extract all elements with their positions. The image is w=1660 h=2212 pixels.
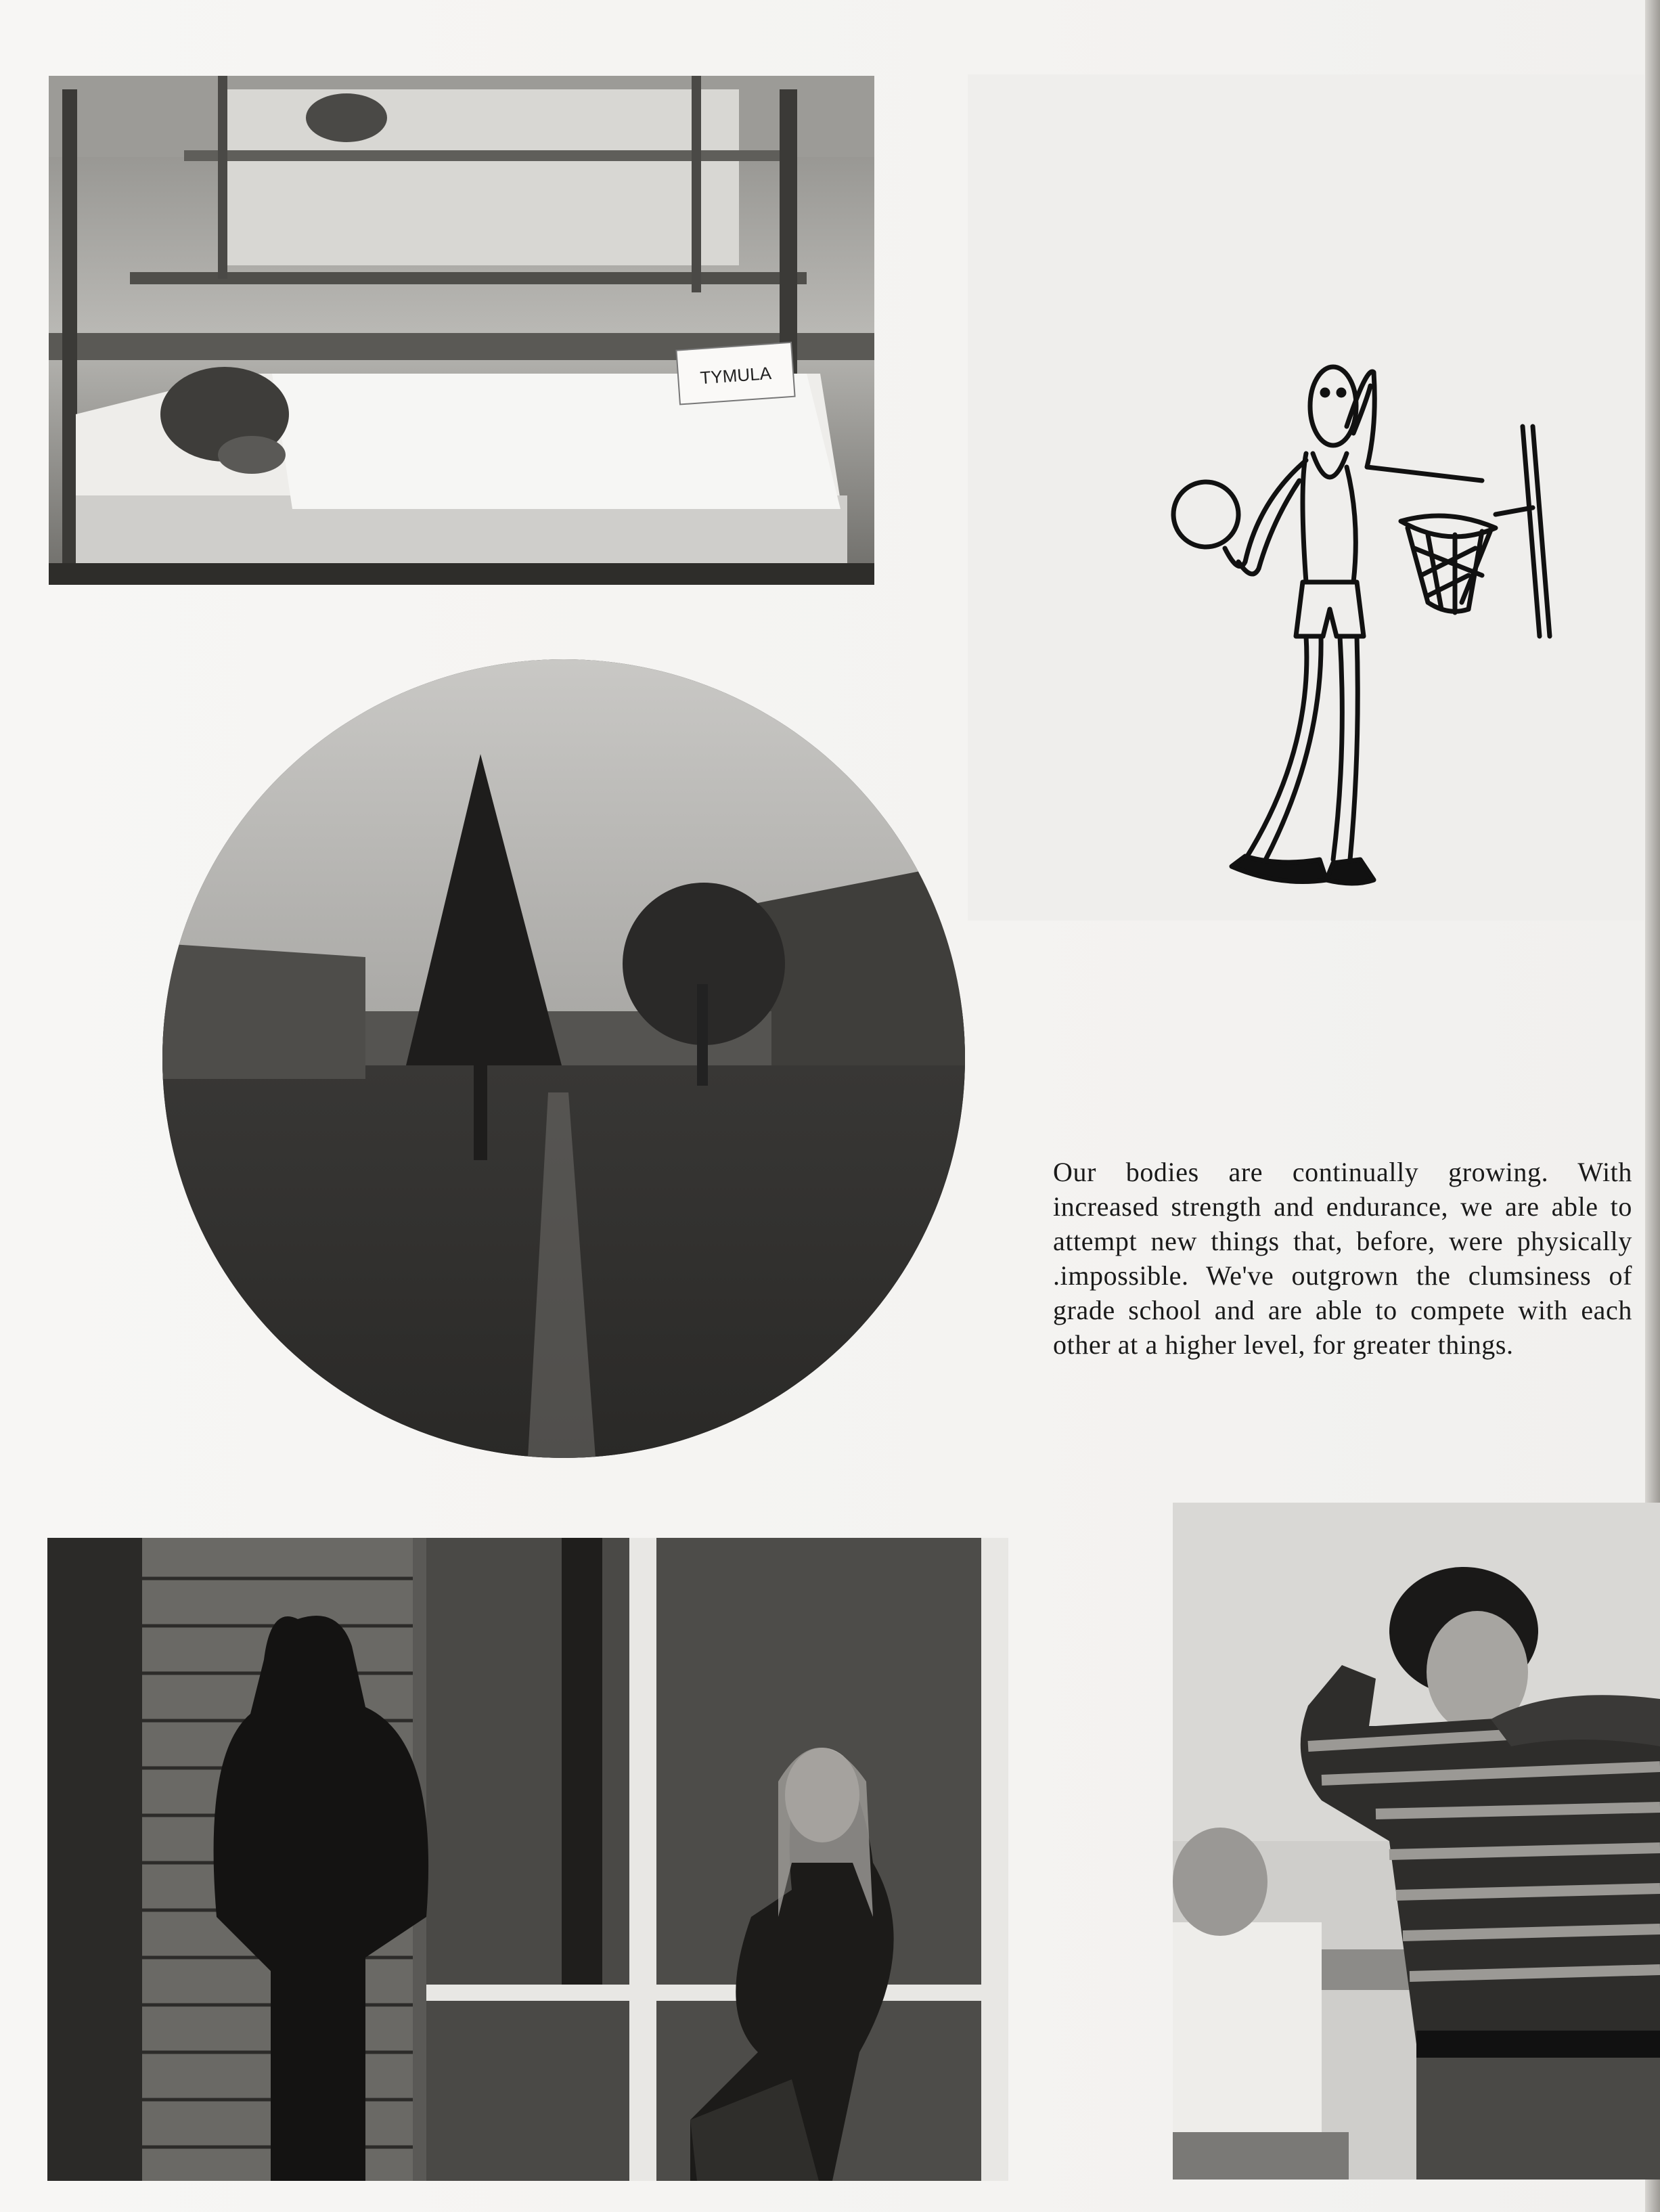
nursery-photo <box>49 76 874 585</box>
name-card-text: TYMULA <box>699 363 772 389</box>
striped-shirt-student-photo <box>1173 1503 1660 2180</box>
basketball-player-drawing <box>1144 345 1556 921</box>
courtyard-photo <box>162 659 965 1458</box>
basketball-icon <box>1173 482 1238 547</box>
caption-paragraph: Our bodies are continually growing. With increased strength and endurance, we are able to attempt new things that, before, were physically .impossible. We've outgrown the clumsiness of grade school and are able to compete with each other at a higher level, for greater things. <box>1053 1157 1632 1360</box>
students-window-photo <box>47 1538 1008 2181</box>
